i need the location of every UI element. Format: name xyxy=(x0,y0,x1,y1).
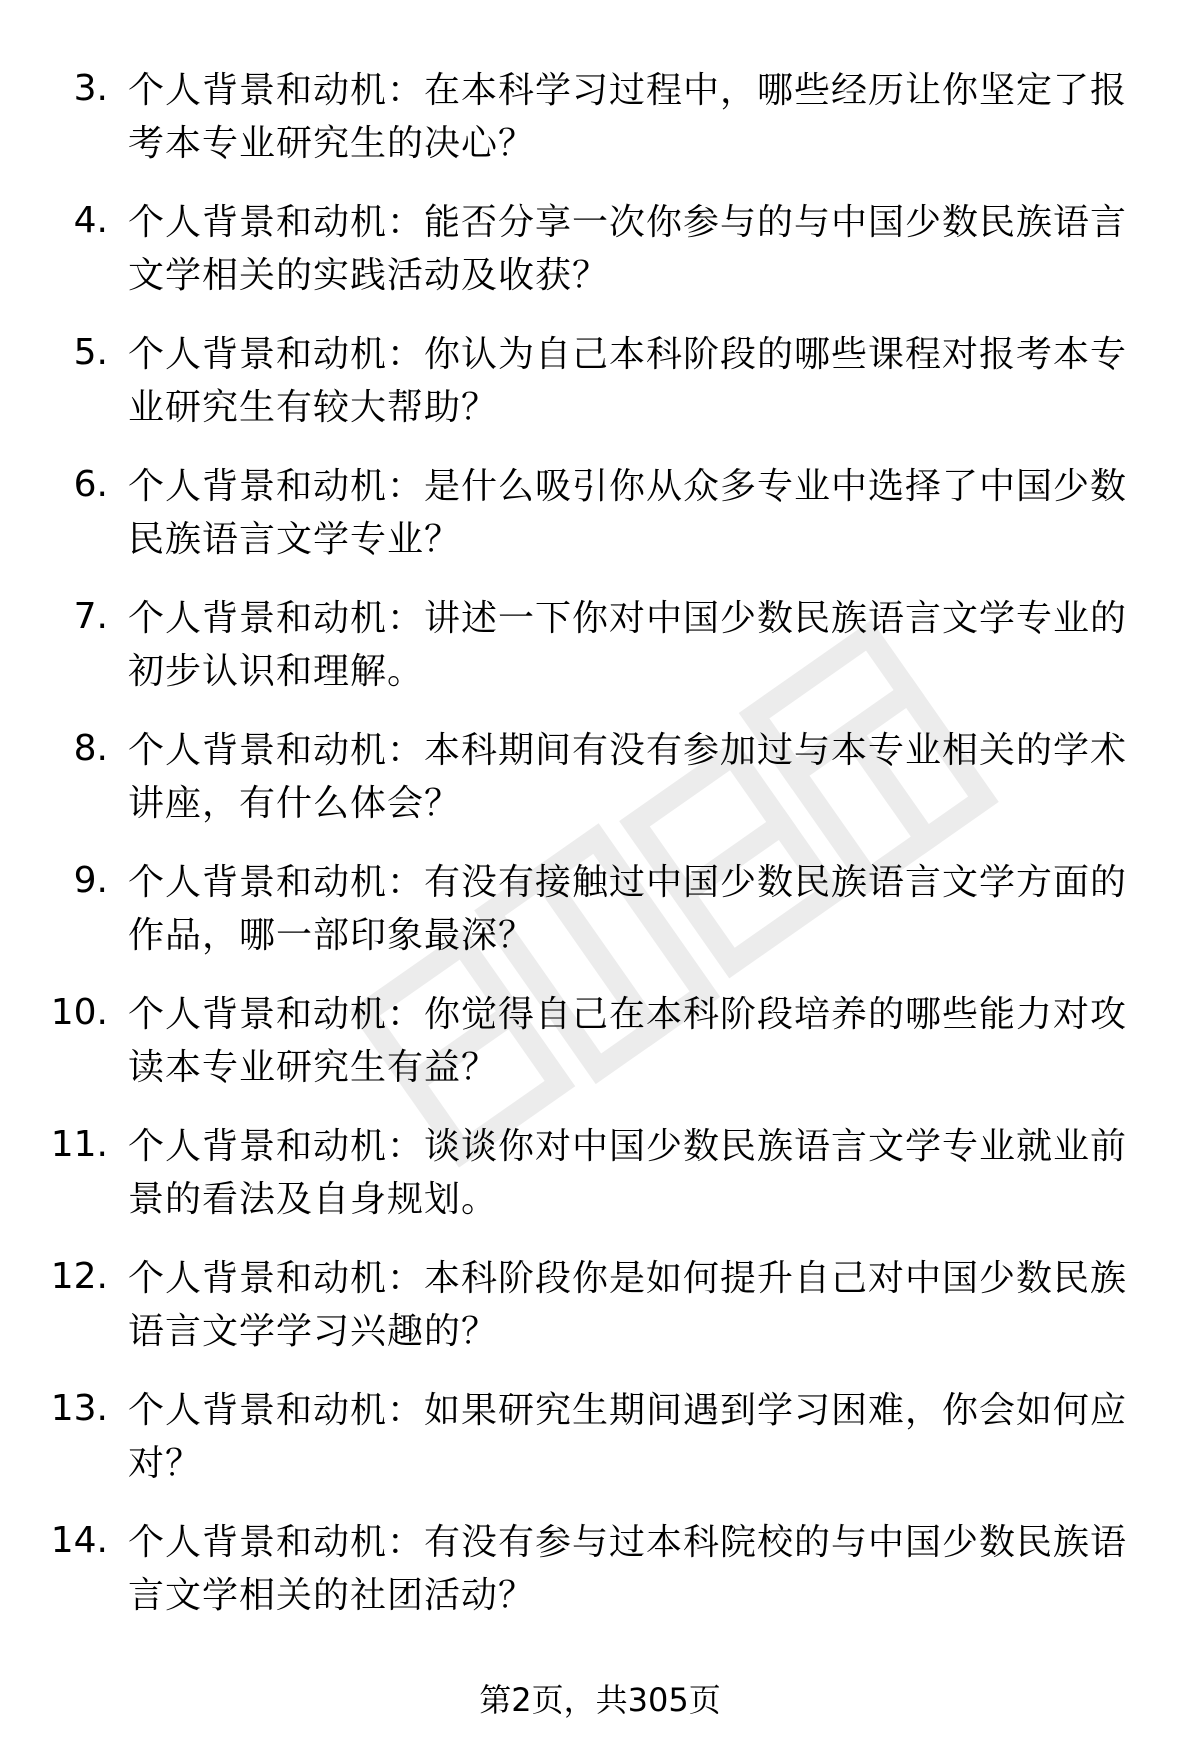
question-item xyxy=(0,60,1200,192)
question-number: 10. xyxy=(50,992,108,1033)
page-footer: 第2页，共305页 xyxy=(479,1681,721,1719)
question-text: 个人背景和动机：本科期间有没有参加过与本专业相关的学术讲座，有什么体会？ xyxy=(128,730,1128,824)
question-text: 个人背景和动机：有没有接触过中国少数民族语言文学方面的作品，哪一部印象最深？ xyxy=(128,862,1128,956)
question-number: 13. xyxy=(50,1388,108,1429)
question-text: 个人背景和动机：你认为自己本科阶段的哪些课程对报考本专业研究生有较大帮助？ xyxy=(128,334,1128,428)
question-text: 个人背景和动机：是什么吸引你从众多专业中选择了中国少数民族语言文学专业？ xyxy=(128,466,1128,560)
question-item xyxy=(0,1248,1200,1380)
question-number: 8. xyxy=(73,728,108,769)
question-number: 3. xyxy=(73,68,108,109)
question-item xyxy=(0,1512,1200,1644)
question-number: 14. xyxy=(50,1520,108,1561)
question-number: 12. xyxy=(50,1256,108,1297)
question-text: 个人背景和动机：本科阶段你是如何提升自己对中国少数民族语言文学学习兴趣的？ xyxy=(128,1258,1128,1352)
question-list xyxy=(0,60,1200,1644)
question-text: 个人背景和动机：在本科学习过程中，哪些经历让你坚定了报考本专业研究生的决心？ xyxy=(128,70,1128,164)
question-number: 9. xyxy=(73,860,108,901)
question-number: 5. xyxy=(73,332,108,373)
question-item xyxy=(0,984,1200,1116)
question-item xyxy=(0,324,1200,456)
question-number: 4. xyxy=(73,200,108,241)
question-item xyxy=(0,192,1200,324)
question-item xyxy=(0,1116,1200,1248)
question-number: 7. xyxy=(73,596,108,637)
question-text: 个人背景和动机：你觉得自己在本科阶段培养的哪些能力对攻读本专业研究生有益？ xyxy=(128,994,1128,1088)
question-number: 11. xyxy=(50,1124,108,1165)
question-text: 个人背景和动机：如果研究生期间遇到学习困难，你会如何应对？ xyxy=(128,1390,1128,1484)
question-text: 个人背景和动机：谈谈你对中国少数民族语言文学专业就业前景的看法及自身规划。 xyxy=(128,1126,1128,1220)
question-text: 个人背景和动机：能否分享一次你参与的与中国少数民族语言文学相关的实践活动及收获？ xyxy=(128,202,1128,296)
question-item xyxy=(0,852,1200,984)
question-text: 个人背景和动机：有没有参与过本科院校的与中国少数民族语言文学相关的社团活动？ xyxy=(128,1522,1128,1616)
question-number: 6. xyxy=(73,464,108,505)
question-text: 个人背景和动机：讲述一下你对中国少数民族语言文学专业的初步认识和理解。 xyxy=(128,598,1128,692)
question-item xyxy=(0,456,1200,588)
question-item xyxy=(0,1380,1200,1512)
question-item xyxy=(0,720,1200,852)
question-item xyxy=(0,588,1200,720)
